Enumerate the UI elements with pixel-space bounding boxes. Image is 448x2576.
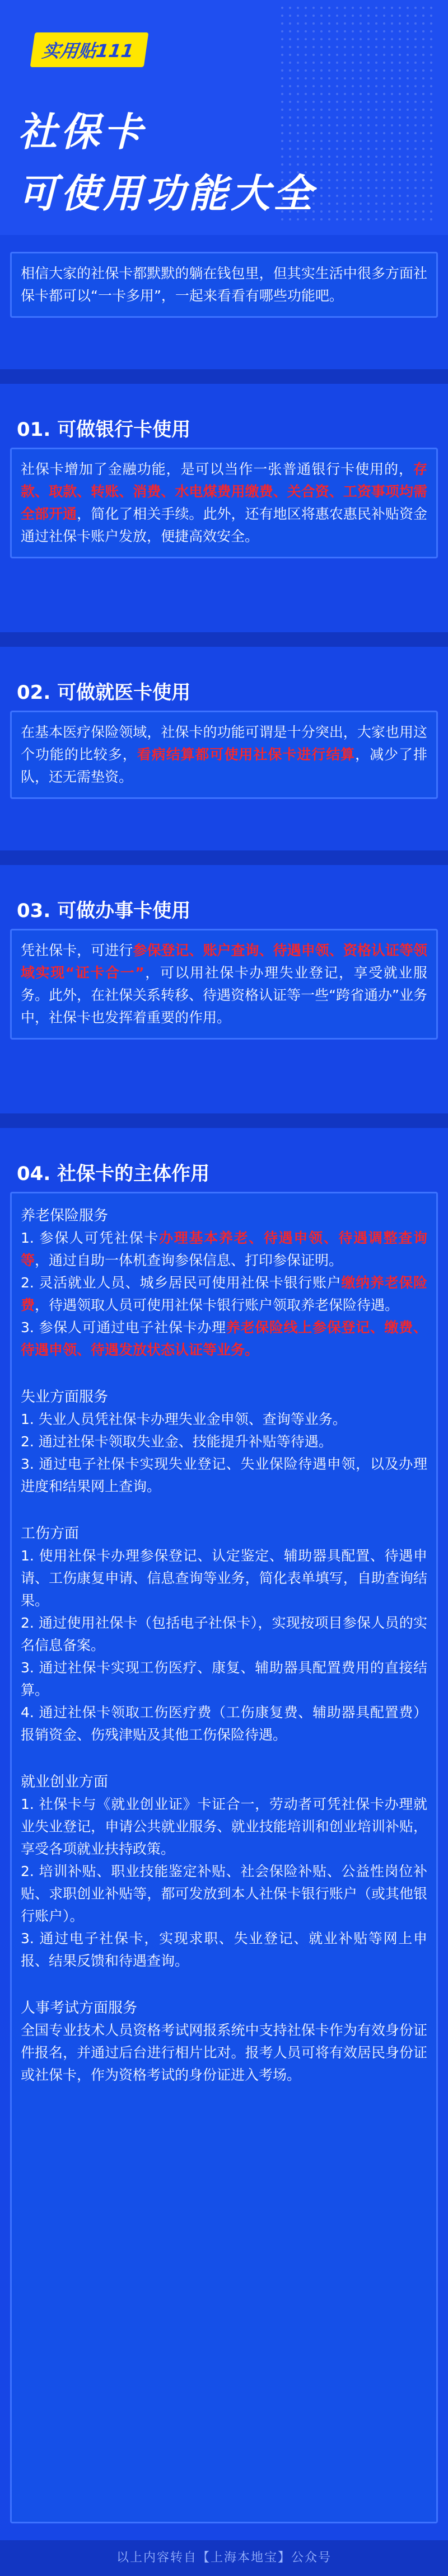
section-heading-medical-card: 02. 可做就医卡使用: [17, 681, 191, 704]
list-item: 2. 培训补贴、职业技能鉴定补贴、社会保险补贴、公益性岗位补贴、求职创业补贴等，都可发放到本人社保卡银行账户（或其他银行账户）。: [21, 1863, 427, 1924]
employment-title: 就业创业方面: [21, 1774, 109, 1790]
list-item: 2. 通过使用社保卡（包括电子社保卡），实现按项目参保人员的实名信息备案。: [21, 1615, 427, 1653]
header: [0, 0, 448, 235]
divider: [0, 632, 448, 647]
highlight-text: 看病结算都可使用社保卡进行结算: [137, 746, 356, 763]
practical-tips-tag: 实用贴111: [30, 32, 149, 67]
item-text: 2. 灵活就业人员、城乡居民可使用社保卡银行账户: [21, 1275, 342, 1291]
page-title-line2: 可使用功能大全: [18, 171, 316, 217]
unemployment-services-title: 失业方面服务: [21, 1389, 109, 1405]
section-text: 社保卡增加了金融功能，是可以当作一张普通银行卡使用的，: [21, 461, 413, 477]
list-item: 2. 通过社保卡领取失业金、技能提升补贴等待遇。: [21, 1433, 333, 1450]
section-text: ，减少了排队，还无需垫资。: [21, 746, 427, 785]
section-heading-service-card: 03. 可做办事卡使用: [17, 900, 191, 922]
intro-text: 相信大家的社保卡都默默的躺在钱包里，但其实生活中很多方面社保卡都可以“一卡多用”，一起来看看有哪些功能吧。: [21, 265, 427, 304]
list-item: 3. 通过社保卡实现工伤医疗、康复、辅助器具配置费用的直接结算。: [21, 1660, 427, 1698]
highlight-text: 缴纳养老保险费: [21, 1275, 427, 1313]
list-item: [21, 1272, 427, 1317]
section-text: 在基本医疗保险领域，社保卡的功能可谓是十分突出，大家也用这个功能的比较多，: [21, 724, 427, 763]
highlight-text: 存款、取款、转账、消费、水电煤费用缴费、关合资、工资事项均需全部开通: [21, 461, 427, 522]
highlight-text: 养老保险线上参保登记、缴费、待遇申领、待遇发放状态认证等业务。: [21, 1319, 427, 1358]
work-injury-title: 工伤方面: [21, 1525, 80, 1542]
divider: [0, 850, 448, 865]
list-item: 3. 通过电子社保卡，实现求职、失业登记、就业补贴等网上申报、结果反馈和待遇查询。: [21, 1930, 427, 1969]
item-text: 3. 参保人可通过电子社保卡办理: [21, 1319, 226, 1336]
pension-services-title: 养老保险服务: [21, 1207, 109, 1224]
list-item: 1. 使用社保卡办理参保登记、认定鉴定、辅助器具配置、待遇申请、工伤康复申请、信息查询等业务，简化表单填写，自助查询结果。: [21, 1548, 427, 1609]
section-box-bank-card: [10, 448, 438, 558]
divider: [0, 1113, 448, 1128]
section-box-service-card: [10, 929, 438, 1040]
item-text: ，待遇领取人员可使用社保卡银行账户领取养老保险待遇。: [35, 1297, 399, 1313]
exam-services-title: 人事考试方面服务: [21, 2000, 138, 2016]
list-item: 全国专业技术人员资格考试网报系统中支持社保卡作为有效身份证件报名，并通过后台进行相片比对。报考人员可将有效居民身份证或社保卡，作为资格考试的身份证进入考场。: [21, 2022, 427, 2083]
list-item: 1. 失业人员凭社保卡办理失业金申领、查询等业务。: [21, 1411, 347, 1427]
intro-box: [10, 252, 438, 318]
footer-source: 以上内容转自【上海本地宝】公众号: [0, 2540, 448, 2576]
section-heading-bank-card: 01. 可做银行卡使用: [17, 419, 191, 441]
item-text: 1. 参保人可凭社保卡: [21, 1230, 160, 1246]
page-title-line1: 社保卡: [18, 109, 146, 155]
section-text: ，可以用社保卡办理失业登记，享受就业服务。此外，在社保关系转移、待遇资格认证等一些“跨省通办”业务中，社保卡也发挥着重要的作用。: [21, 965, 427, 1026]
section-box-medical-card: [10, 711, 438, 799]
section-box-main-functions: [10, 1192, 438, 2523]
section-heading-main-functions: 04. 社保卡的主体作用: [17, 1163, 210, 1185]
list-item: 1. 社保卡与《就业创业证》卡证合一，劳动者可凭社保卡办理就业失业登记，申请公共就业服务、就业技能培训和创业培训补贴，享受各项就业扶持政策。: [21, 1796, 427, 1857]
list-item: 3. 通过电子社保卡实现失业登记、失业保险待遇申领，以及办理进度和结果网上查询。: [21, 1456, 427, 1494]
section-text: 凭社保卡，可进行: [21, 942, 133, 958]
list-item: 4. 通过社保卡领取工伤医疗费（工伤康复费、辅助器具配置费）报销资金、伤残津贴及其他工伤保险待遇。: [21, 1704, 427, 1743]
section-text: ，简化了相关手续。此外，还有地区将惠农惠民补贴资金通过社保卡账户发放，便捷高效安全。: [21, 506, 427, 544]
list-item: [21, 1317, 427, 1361]
divider: [0, 369, 448, 384]
highlight-text: 参保登记、账户查询、待遇申领、资格认证等领域实现“证卡合一”: [21, 942, 427, 981]
item-text: ，通过自助一体机查询参保信息、打印参保证明。: [35, 1252, 343, 1268]
highlight-text: 办理基本养老、待遇申领、待遇调整查询等: [21, 1230, 427, 1268]
list-item: [21, 1227, 427, 1272]
